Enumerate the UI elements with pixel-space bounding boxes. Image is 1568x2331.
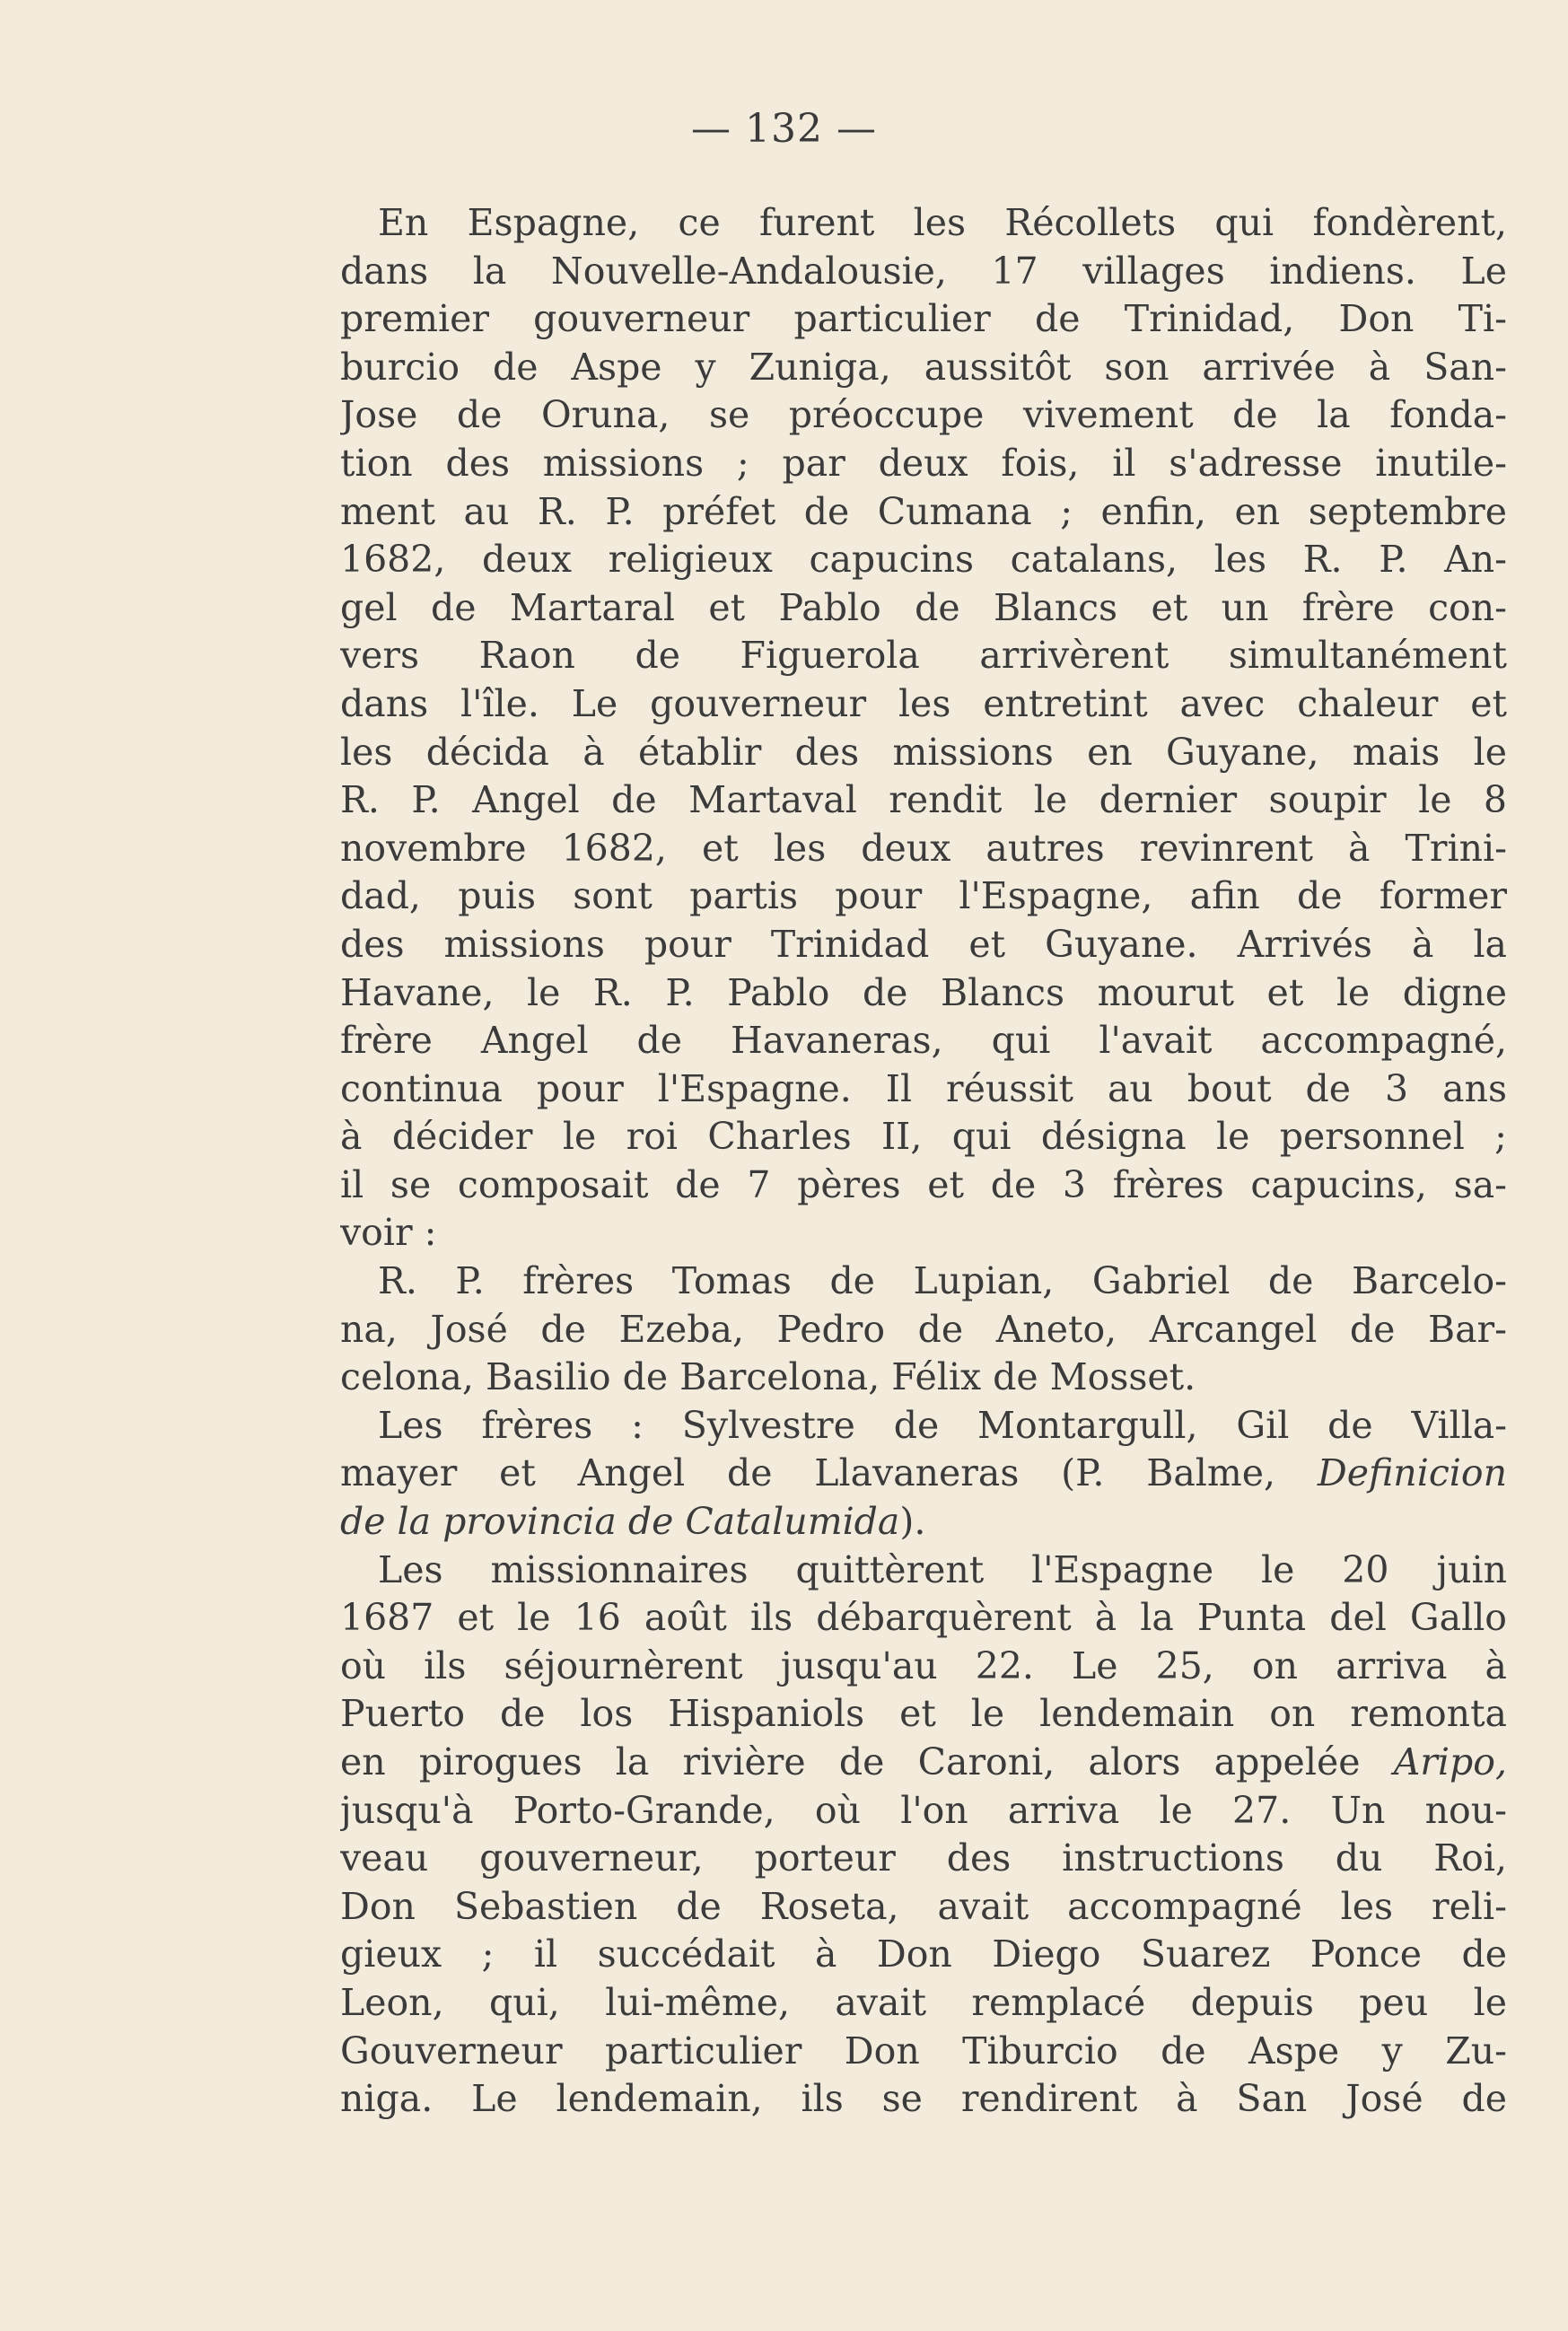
text-line: R. P. Angel de Martaval rendit le dernier soupir le 8 (340, 778, 1507, 822)
text-line: novembre 1682, et les deux autres revinrent à Trini- (340, 826, 1507, 870)
text-line: 1687 et le 16 août ils débarquèrent à la Punta del Gallo (340, 1596, 1507, 1640)
text-line: jusqu'à Porto-Grande, où l'on arriva le 27. Un nou- (340, 1788, 1507, 1832)
text-line: vers Raon de Figuerola arrivèrent simultanément (340, 634, 1507, 678)
text-line: niga. Le lendemain, ils se rendirent à San José de (340, 2077, 1507, 2121)
text-line: premier gouverneur particulier de Trinidad, Don Ti- (340, 297, 1507, 341)
page-number: — 132 — (691, 106, 877, 152)
text-line: Puerto de los Hispaniols et le lendemain on remonta (340, 1692, 1507, 1736)
text-line: R. P. frères Tomas de Lupian, Gabriel de Barcelo- (378, 1259, 1507, 1303)
text-span: mayer et Angel de Llavaneras (P. Balme, (340, 1451, 1318, 1495)
text-line: Les missionnaires quittèrent l'Espagne le 20 juin (378, 1547, 1507, 1591)
text-line: des missions pour Trinidad et Guyane. Arrivés à la (340, 922, 1507, 966)
text-line: continua pour l'Espagne. Il réussit au bout de 3 ans (340, 1066, 1507, 1110)
text-line: dad, puis sont partis pour l'Espagne, afin de former (340, 874, 1507, 918)
text-line: 1682, deux religieux capucins catalans, les R. P. An- (340, 538, 1507, 582)
text-line (340, 1450, 1507, 1498)
text-line: où ils séjournèrent jusqu'au 22. Le 25, on arriva à (340, 1643, 1507, 1687)
text-line: Leon, qui, lui-même, avait remplacé depuis peu le (340, 1980, 1507, 2024)
text-line: veau gouverneur, porteur des instructions du Roi, (340, 1836, 1507, 1880)
text-line: dans l'île. Le gouverneur les entretint avec chaleur et (340, 681, 1507, 725)
text-line: Gouverneur particulier Don Tiburcio de Aspe y Zu- (340, 2029, 1507, 2072)
text-line: Jose de Oruna, se préoccupe vivement de la fonda- (340, 393, 1507, 437)
text-line: il se composait de 7 pères et de 3 frères capucins, sa- (340, 1162, 1507, 1206)
text-line (340, 1739, 1507, 1787)
text-line: gel de Martaral et Pablo de Blancs et un frère con- (340, 585, 1507, 629)
text-line (340, 1498, 1507, 1547)
text-line: les décida à établir des missions en Guyane, mais le (340, 730, 1507, 774)
text-span: ). (899, 1500, 926, 1544)
text-line: celona, Basilio de Barcelona, Félix de Mosset. (340, 1355, 1196, 1399)
text-line: gieux ; il succédait à Don Diego Suarez Ponce de (340, 1932, 1507, 1976)
text-line: En Espagne, ce furent les Récollets qui fondèrent, (378, 201, 1507, 244)
text-span: en pirogues la rivière de Caroni, alors appelée (340, 1740, 1394, 1783)
text-line: à décider le roi Charles II, qui désigna le personnel ; (340, 1115, 1507, 1159)
text-line: dans la Nouvelle-Andalousie, 17 villages indiens. Le (340, 249, 1507, 293)
text-line: voir : (340, 1211, 437, 1255)
text-line: Don Sebastien de Roseta, avait accompagné les reli- (340, 1884, 1507, 1928)
paragraph-1 (340, 199, 1507, 1258)
text-line: frère Angel de Havaneras, qui l'avait accompagné, (340, 1019, 1507, 1063)
paragraph-2 (340, 1258, 1507, 1402)
text-line: Havane, le R. P. Pablo de Blancs mourut et le digne (340, 970, 1507, 1014)
italic-word: Aripo, (1393, 1740, 1507, 1783)
text-line: tion des missions ; par deux fois, il s'adresse inutile- (340, 441, 1507, 485)
paragraph-3 (340, 1402, 1507, 1547)
body-text (340, 199, 1507, 2124)
paragraph-4 (340, 1547, 1507, 2124)
italic-title: de la provincia de Catalumida (340, 1500, 900, 1544)
italic-title: Definicion (1317, 1451, 1507, 1495)
text-line: burcio de Aspe y Zuniga, aussitôt son arrivée à San- (340, 345, 1507, 389)
text-line: ment au R. P. préfet de Cumana ; enfin, en septembre (340, 489, 1507, 533)
text-line: Les frères : Sylvestre de Montargull, Gil de Villa- (378, 1403, 1507, 1447)
text-line: na, José de Ezeba, Pedro de Aneto, Arcangel de Bar- (340, 1307, 1507, 1351)
